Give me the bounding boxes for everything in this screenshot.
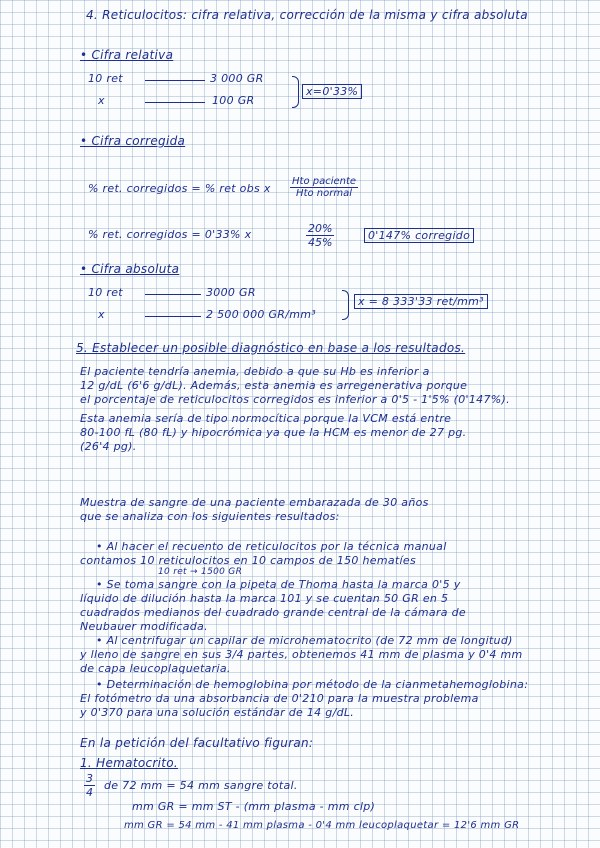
case-bullet3-line3: de capa leucoplaquetaria. <box>80 662 231 675</box>
absolute-brace <box>342 290 349 320</box>
calc-line-1: de 72 mm = 54 mm sangre total. <box>104 779 298 792</box>
absolute-row1-left: 10 ret <box>88 286 123 299</box>
relative-row2-left: x <box>98 94 105 107</box>
corrected-result: 0'147% corregido <box>364 228 474 243</box>
corrected-formula: % ret. corregidos = % ret obs x <box>88 182 271 195</box>
case-bullet4-line1: • Determinación de hemoglobina por método de la cianmetahemoglobina: <box>96 678 529 691</box>
case-bullet4-line2: El fotómetro da una absorbancia de 0'210 para la muestra problema <box>80 692 479 705</box>
calc-line-3: mm GR = 54 mm - 41 mm plasma - 0'4 mm leucoplaquetar = 12'6 mm GR <box>124 820 520 831</box>
case-bullet4-line3: y 0'370 para una solución estándar de 14 g/dL. <box>80 706 355 719</box>
absolute-figure-title: • Cifra absoluta <box>80 262 180 276</box>
section-5-p2-line1: Esta anemia sería de tipo normocítica porque la VCM está entre <box>80 412 452 425</box>
case-bullet2-line4: Neubauer modificada. <box>80 620 208 633</box>
relative-row1-left: 10 ret <box>88 72 123 85</box>
case-bullet1-note: 10 ret → 1500 GR <box>158 567 243 577</box>
case-bullet1-line2: contamos 10 reticulocitos en 10 campos de 150 hematíes <box>80 554 416 567</box>
calc1-frac-num: 3 <box>86 772 93 785</box>
request-item-1: 1. Hematocrito. <box>80 756 178 770</box>
absolute-row1-right: 3000 GR <box>206 286 256 299</box>
relative-row2-line <box>145 102 205 103</box>
section-5-p2-line3: (26'4 pg). <box>80 440 137 453</box>
section-5-p2-line2: 80-100 fL (80 fL) y hipocrómica ya que la HCM es menor de 27 pg. <box>80 426 467 439</box>
case-intro-line2: que se analiza con los siguientes resultados: <box>80 510 340 523</box>
relative-figure-title: • Cifra relativa <box>80 48 174 62</box>
corrected-calc-den: 45% <box>308 236 333 249</box>
corrected-fraction <box>290 176 358 199</box>
absolute-result: x = 8 333'33 ret/mm³ <box>354 294 488 309</box>
section-5-p1-line2: 12 g/dL (6'6 g/dL). Además, esta anemia es arregenerativa porque <box>80 379 468 392</box>
section-4-heading: 4. Reticulocitos: cifra relativa, corrección de la misma y cifra absoluta <box>86 8 528 22</box>
corrected-frac-num: Hto paciente <box>292 176 357 187</box>
request-heading: En la petición del facultativo figuran: <box>80 736 314 750</box>
absolute-row2-right: 2 500 000 GR/mm³ <box>206 308 316 321</box>
case-intro-line1: Muestra de sangre de una paciente embarazada de 30 años <box>80 496 429 509</box>
corrected-calc-fraction <box>306 222 334 249</box>
calc1-fraction <box>84 772 95 799</box>
corrected-calc-num: 20% <box>308 222 333 235</box>
relative-brace <box>292 76 299 108</box>
absolute-row2-line <box>145 316 201 317</box>
case-bullet2-line3: cuadrados medianos del cuadrado grande central de la cámara de <box>80 606 466 619</box>
calc1-frac-den: 4 <box>86 786 93 799</box>
case-bullet3-line1: • Al centrifugar un capilar de microhematocrito (de 72 mm de longitud) <box>96 634 513 647</box>
absolute-row1-line <box>145 294 201 295</box>
section-5-p1-line1: El paciente tendría anemia, debido a que su Hb es inferior a <box>80 365 430 378</box>
section-5-p1-line3: el porcentaje de reticulocitos corregidos es inferior a 0'5 - 1'5% (0'147%). <box>80 393 510 406</box>
relative-row2-right: 100 GR <box>212 94 255 107</box>
case-bullet2-line2: líquido de dilución hasta la marca 101 y se cuentan 50 GR en 5 <box>80 592 449 605</box>
relative-result: x=0'33% <box>302 84 362 99</box>
section-5-heading: 5. Establecer un posible diagnóstico en base a los resultados. <box>76 341 466 355</box>
calc-line-2: mm GR = mm ST - (mm plasma - mm clp) <box>132 800 376 813</box>
case-bullet3-line2: y lleno de sangre en sus 3/4 partes, obtenemos 41 mm de plasma y 0'4 mm <box>80 648 523 661</box>
relative-row1-line <box>145 80 205 81</box>
case-bullet2-line1: • Se toma sangre con la pipeta de Thoma hasta la marca 0'5 y <box>96 578 461 591</box>
corrected-figure-title: • Cifra corregida <box>80 134 186 148</box>
absolute-row2-left: x <box>98 308 105 321</box>
case-bullet1-line1: • Al hacer el recuento de reticulocitos por la técnica manual <box>96 540 447 553</box>
relative-row1-right: 3 000 GR <box>210 72 264 85</box>
corrected-calc: % ret. corregidos = 0'33% x <box>88 228 252 241</box>
corrected-frac-den: Hto normal <box>296 188 352 199</box>
